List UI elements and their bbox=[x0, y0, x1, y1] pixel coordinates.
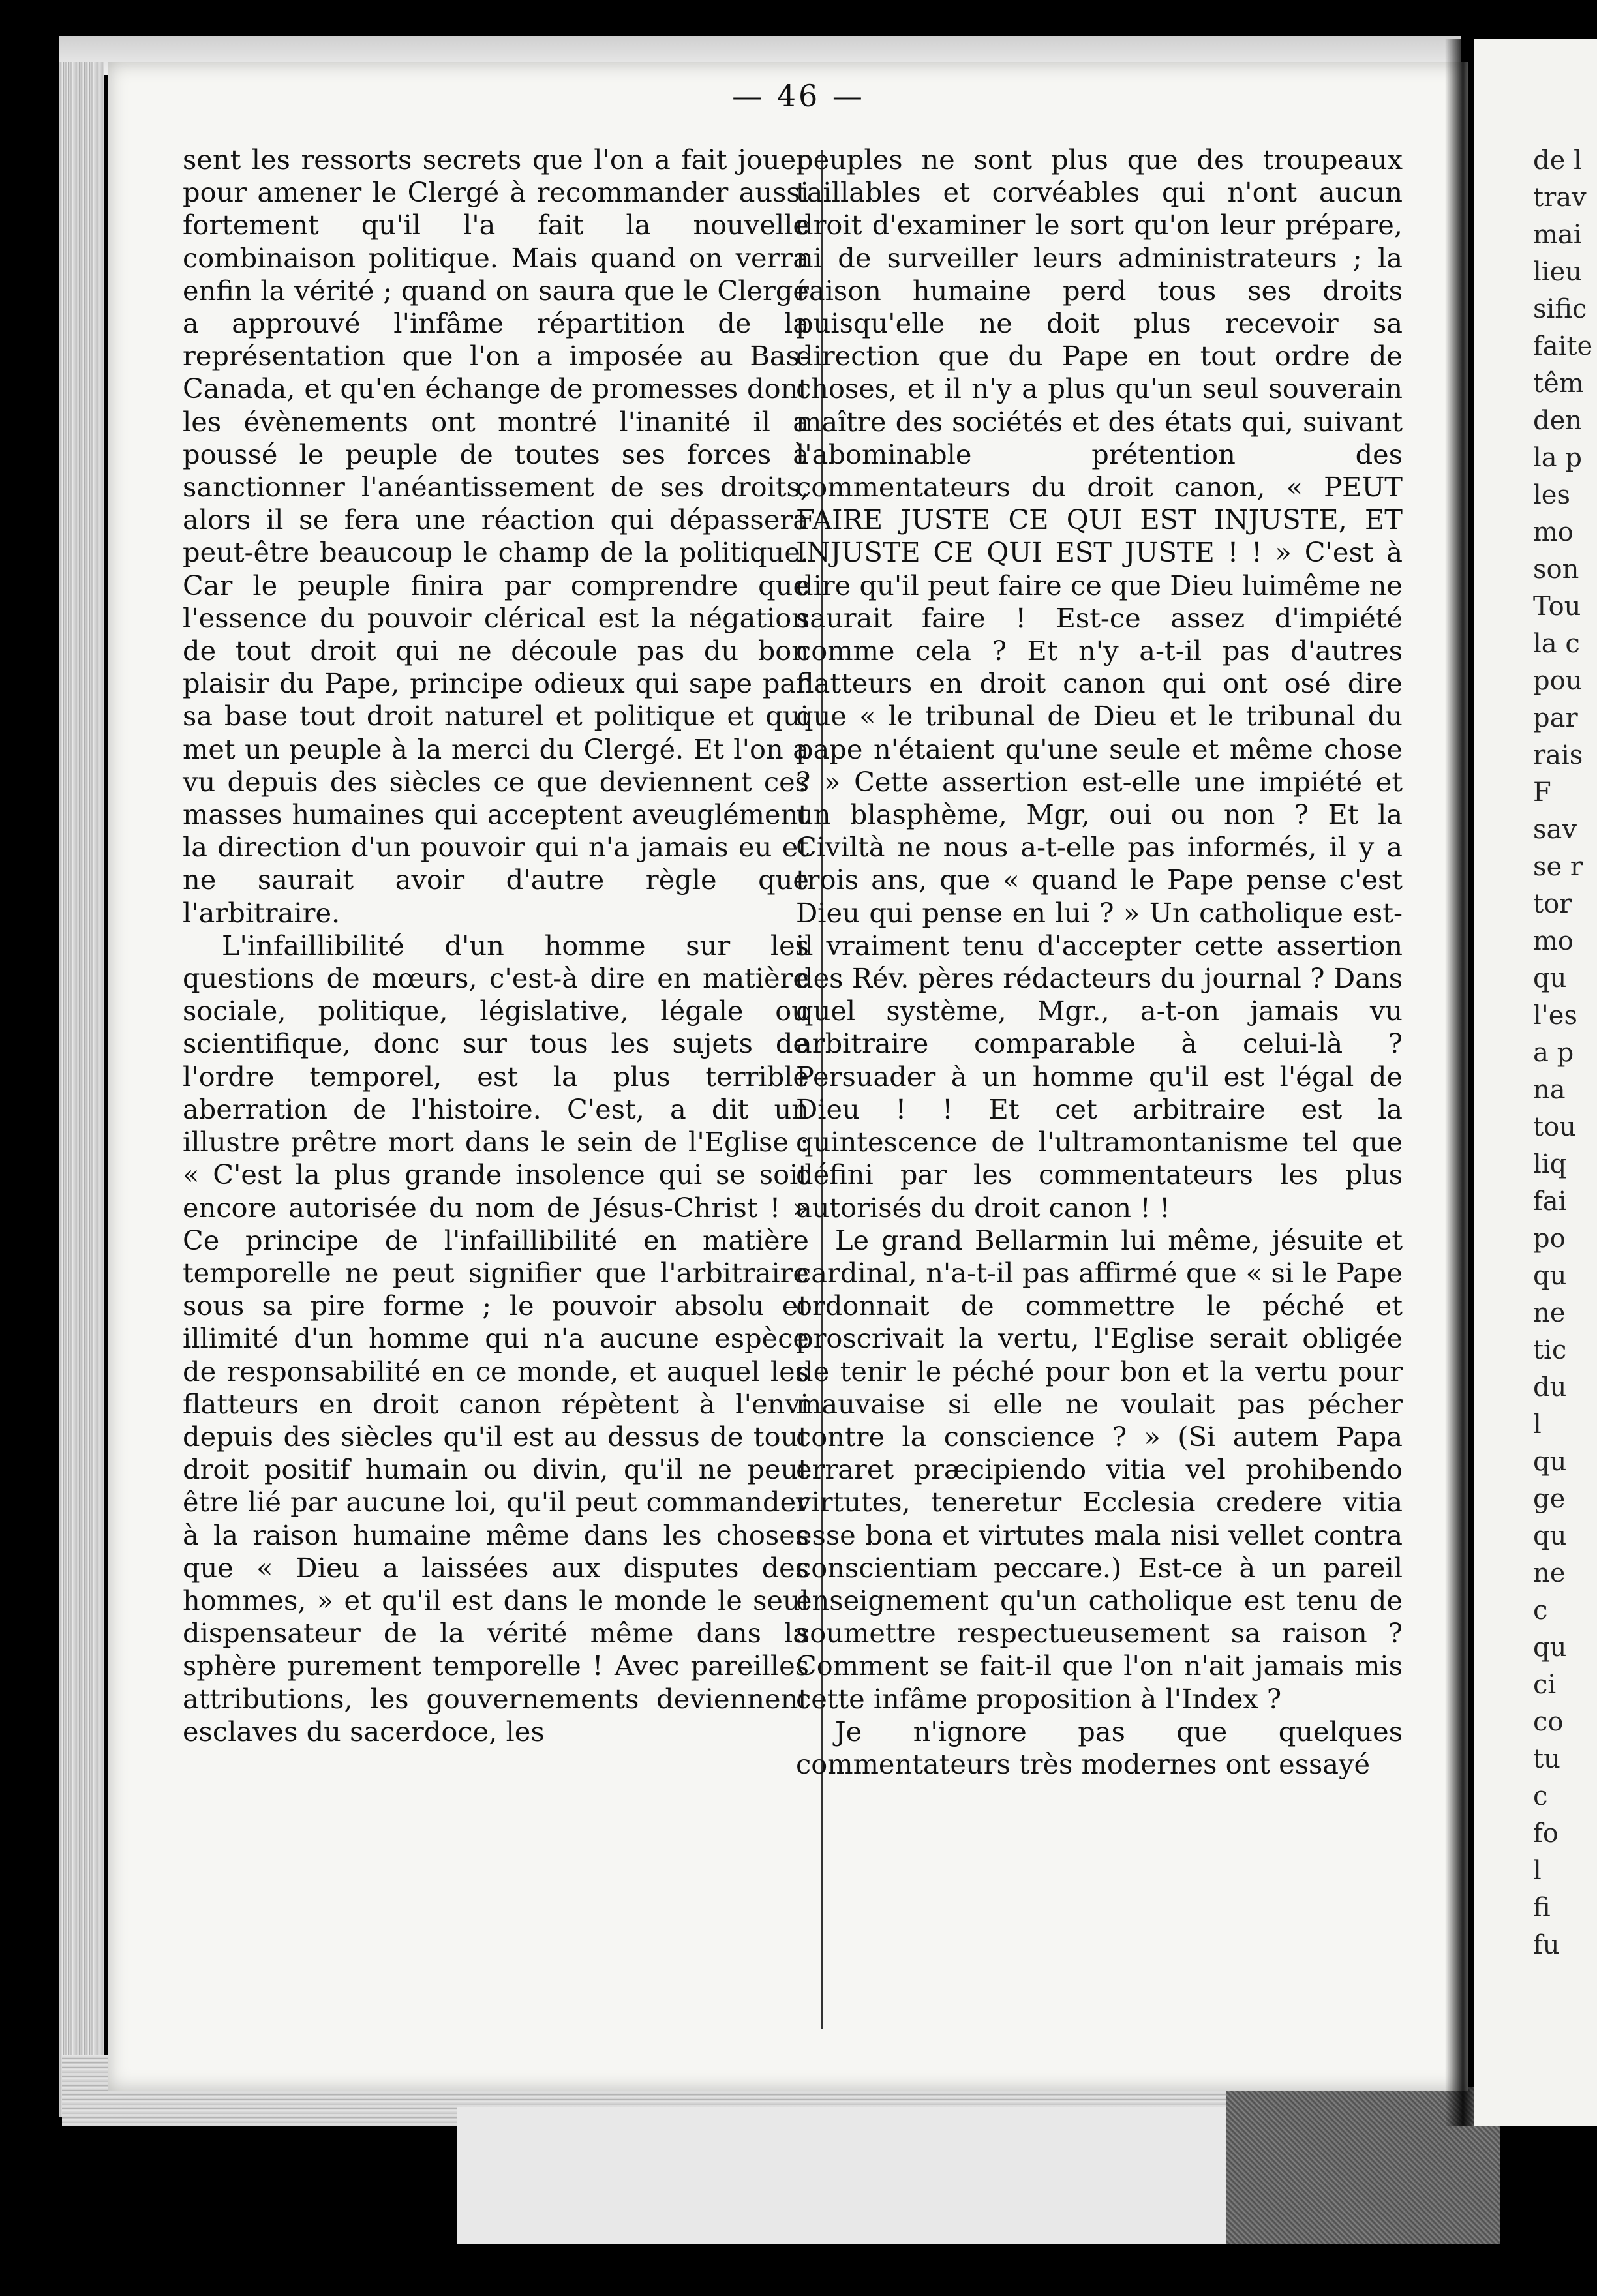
facing-page-text-fragment: faite bbox=[1533, 331, 1593, 361]
facing-page-text-fragment: trav bbox=[1533, 183, 1587, 213]
facing-page-text-fragment: co bbox=[1533, 1707, 1564, 1737]
facing-page-text-fragment: la p bbox=[1533, 443, 1582, 473]
facing-page-text-fragment: son bbox=[1533, 554, 1579, 584]
facing-page-text-fragment: mo bbox=[1533, 517, 1574, 547]
facing-page-text-fragment: se r bbox=[1533, 852, 1583, 882]
facing-page-text-fragment: sav bbox=[1533, 815, 1577, 845]
paper-tab bbox=[457, 2107, 1240, 2244]
facing-page-text-fragment: a p bbox=[1533, 1038, 1574, 1068]
facing-page-text-fragment: fo bbox=[1533, 1819, 1559, 1849]
facing-page-edge bbox=[1474, 39, 1597, 2126]
facing-page-text-fragment: fi bbox=[1533, 1893, 1551, 1923]
facing-page-text-fragment: l bbox=[1533, 1410, 1542, 1440]
facing-page-text-fragment: ci bbox=[1533, 1670, 1557, 1700]
right-column bbox=[796, 144, 1403, 1781]
paragraph: L'infaillibilité d'un homme sur les questions de mœurs, c'est-à dire en matière sociale, politique, législative, légale ou scientifique, donc sur tous les sujets de l'ordre temporel, est la plus terrible aberration de l'histoire. C'est, a dit un illustre prêtre mort dans le sein de l'Eglise : « C'est la plus grande insolence qui se soit encore autorisée du nom de Jésus-Christ ! » Ce principe de l'infaillibilité en matière temporelle ne peut signifier que l'arbitraire sous sa pire forme ; le pouvoir absolu et illimité d'un homme qui n'a aucune espèce de responsabilité en ce monde, et auquel les flatteurs en droit canon répètent à l'envi depuis des siècles qu'il est au dessus de tout droit positif humain ou divin, qu'il ne peut être lié par aucune loi, qu'il peut commander à la raison humaine même dans les choses que « Dieu a laissées aux disputes des hommes, » et qu'il est dans le monde le seul dispensateur de la vérité même dans la sphère purement temporelle ! Avec pareilles attributions, les gouvernements deviennent esclaves du sacerdoce, les bbox=[183, 929, 809, 1747]
facing-page-text-fragment: les bbox=[1533, 480, 1570, 510]
facing-page-text-fragment: F bbox=[1533, 778, 1551, 808]
paragraph: sent les ressorts secrets que l'on a fait jouer pour amener le Clergé à recommander aussi fortement qu'il l'a fait la nouvelle combinaison politique. Mais quand on verra enfin la vérité ; quand on saura que le Clergé a approuvé l'infâme répartition de la représentation que l'on a imposée au Bas-Canada, et qu'en échange de promesses dont les évènements ont montré l'inanité il a poussé le peuple de toutes ses forces à sanctionner l'anéantissement de ses droits, alors il se fera une réaction qui dépassera peut-être beaucoup le champ de la politique. Car le peuple finira par comprendre que l'essence du pouvoir clérical est la négation de tout droit qui ne découle pas du bon plaisir du Pape, principe odieux qui sape par sa base tout droit naturel et politique et qui met un peuple à la merci du Clergé. Et l'on a vu depuis des siècles ce que deviennent ces masses humaines qui acceptent aveuglément la direction d'un pouvoir qui n'a jamais eu et ne saurait avoir d'autre règle que l'arbitraire. bbox=[183, 144, 809, 929]
facing-page-text-fragment: den bbox=[1533, 406, 1583, 436]
facing-page-text-fragment: tou bbox=[1533, 1112, 1576, 1142]
facing-page-text-fragment: tor bbox=[1533, 889, 1572, 919]
facing-page-text-fragment: Tou bbox=[1533, 592, 1581, 622]
facing-page-text-fragment: mo bbox=[1533, 926, 1574, 956]
facing-page-text-fragment: fai bbox=[1533, 1186, 1567, 1216]
facing-page-text-fragment: mai bbox=[1533, 220, 1582, 250]
facing-page-text-fragment: ne bbox=[1533, 1558, 1566, 1588]
facing-page-text-fragment: l'es bbox=[1533, 1001, 1577, 1031]
facing-page-text-fragment: qu bbox=[1533, 1521, 1567, 1551]
facing-page-text-fragment: fu bbox=[1533, 1930, 1560, 1960]
page-number: — 46 — bbox=[732, 78, 865, 113]
facing-page-text-fragment: pou bbox=[1533, 666, 1583, 696]
facing-page-text-fragment: tic bbox=[1533, 1335, 1567, 1365]
facing-page-text-fragment: qu bbox=[1533, 1633, 1567, 1663]
facing-page-text-fragment: l bbox=[1533, 1856, 1542, 1886]
facing-page-text-fragment: c bbox=[1533, 1781, 1548, 1811]
facing-page-text-fragment: qu bbox=[1533, 1447, 1567, 1477]
facing-page-text-fragment: c bbox=[1533, 1595, 1548, 1625]
facing-page-text-fragment: lieu bbox=[1533, 257, 1583, 287]
facing-page-text-fragment: sific bbox=[1533, 294, 1587, 324]
facing-page-text-fragment: têm bbox=[1533, 369, 1584, 399]
facing-page-text-fragment: tu bbox=[1533, 1744, 1560, 1774]
facing-page-text-fragment: rais bbox=[1533, 740, 1583, 770]
facing-page-text-fragment: ge bbox=[1533, 1484, 1566, 1514]
facing-page-text-fragment: liq bbox=[1533, 1149, 1567, 1179]
facing-page-text-fragment: qu bbox=[1533, 963, 1567, 993]
left-column bbox=[183, 144, 809, 1748]
facing-page-text-fragment: la c bbox=[1533, 629, 1580, 659]
facing-page-text-fragment: ne bbox=[1533, 1298, 1566, 1328]
facing-page-text-fragment: po bbox=[1533, 1224, 1566, 1254]
facing-page-text-fragment: du bbox=[1533, 1372, 1567, 1402]
paragraph: peuples ne sont plus que des troupeaux taillables et corvéables qui n'ont aucun droit d'examiner le sort qu'on leur prépare, ni de surveiller leurs administrateurs ; la raison humaine perd tous ses droits puisqu'elle ne doit plus recevoir sa direction que du Pape en tout ordre de choses, et il n'y a plus qu'un seul souverain maître des sociétés et des états qui, suivant l'abominable prétention des commentateurs du droit canon, « PEUT FAIRE JUSTE CE QUI EST INJUSTE, ET INJUSTE CE QUI EST JUSTE ! ! » C'est à dire qu'il peut faire ce que Dieu luimême ne saurait faire ! Est-ce assez d'impiété comme cela ? Et n'y a-t-il pas d'autres flatteurs en droit canon qui ont osé dire que « le tribunal de Dieu et le tribunal du pape n'étaient qu'une seule et même chose ? » Cette assertion est-elle une impiété et un blasphème, Mgr, oui ou non ? Et la Civiltà ne nous a-t-elle pas informés, il y a trois ans, que « quand le Pape pense c'est Dieu qui pense en lui ? » Un catholique est-il vraiment tenu d'accepter cette assertion des Rév. pères rédacteurs du journal ? Dans quel système, Mgr., a-t-on jamais vu arbitraire comparable à celui-là ? Persuader à un homme qu'il est l'égal de Dieu ! ! Et cet arbitraire est la quintescence de l'ultramontanisme tel que défini par les commentateurs les plus autorisés du droit canon ! ! bbox=[796, 144, 1403, 1224]
facing-page-text-fragment: na bbox=[1533, 1075, 1566, 1105]
paragraph: Je n'ignore pas que quelques commentateurs très modernes ont essayé bbox=[796, 1715, 1403, 1780]
facing-page-text-fragment: qu bbox=[1533, 1261, 1567, 1291]
paragraph: Le grand Bellarmin lui même, jésuite et cardinal, n'a-t-il pas affirmé que « si le Pape ordonnait de commettre le péché et proscrivait la vertu, l'Eglise serait obligée de tenir le péché pour bon et la vertu pour mauvaise si elle ne voulait pas pécher contre la conscience ? » (Si autem Papa erraret præcipiendo vitia vel prohibendo virtutes, teneretur Ecclesia credere vitia esse bona et virtutes mala nisi vellet contra conscientiam peccare.) Est-ce à un pareil enseignement qu'un catholique est tenu de soumettre respectueusement sa raison ? Comment se fait-il que l'on n'ait jamais mis cette infâme proposition à l'Index ? bbox=[796, 1224, 1403, 1715]
facing-page-text-fragment: par bbox=[1533, 703, 1578, 733]
facing-page-text-fragment: de l bbox=[1533, 145, 1582, 175]
book-page-stack bbox=[59, 62, 104, 2117]
